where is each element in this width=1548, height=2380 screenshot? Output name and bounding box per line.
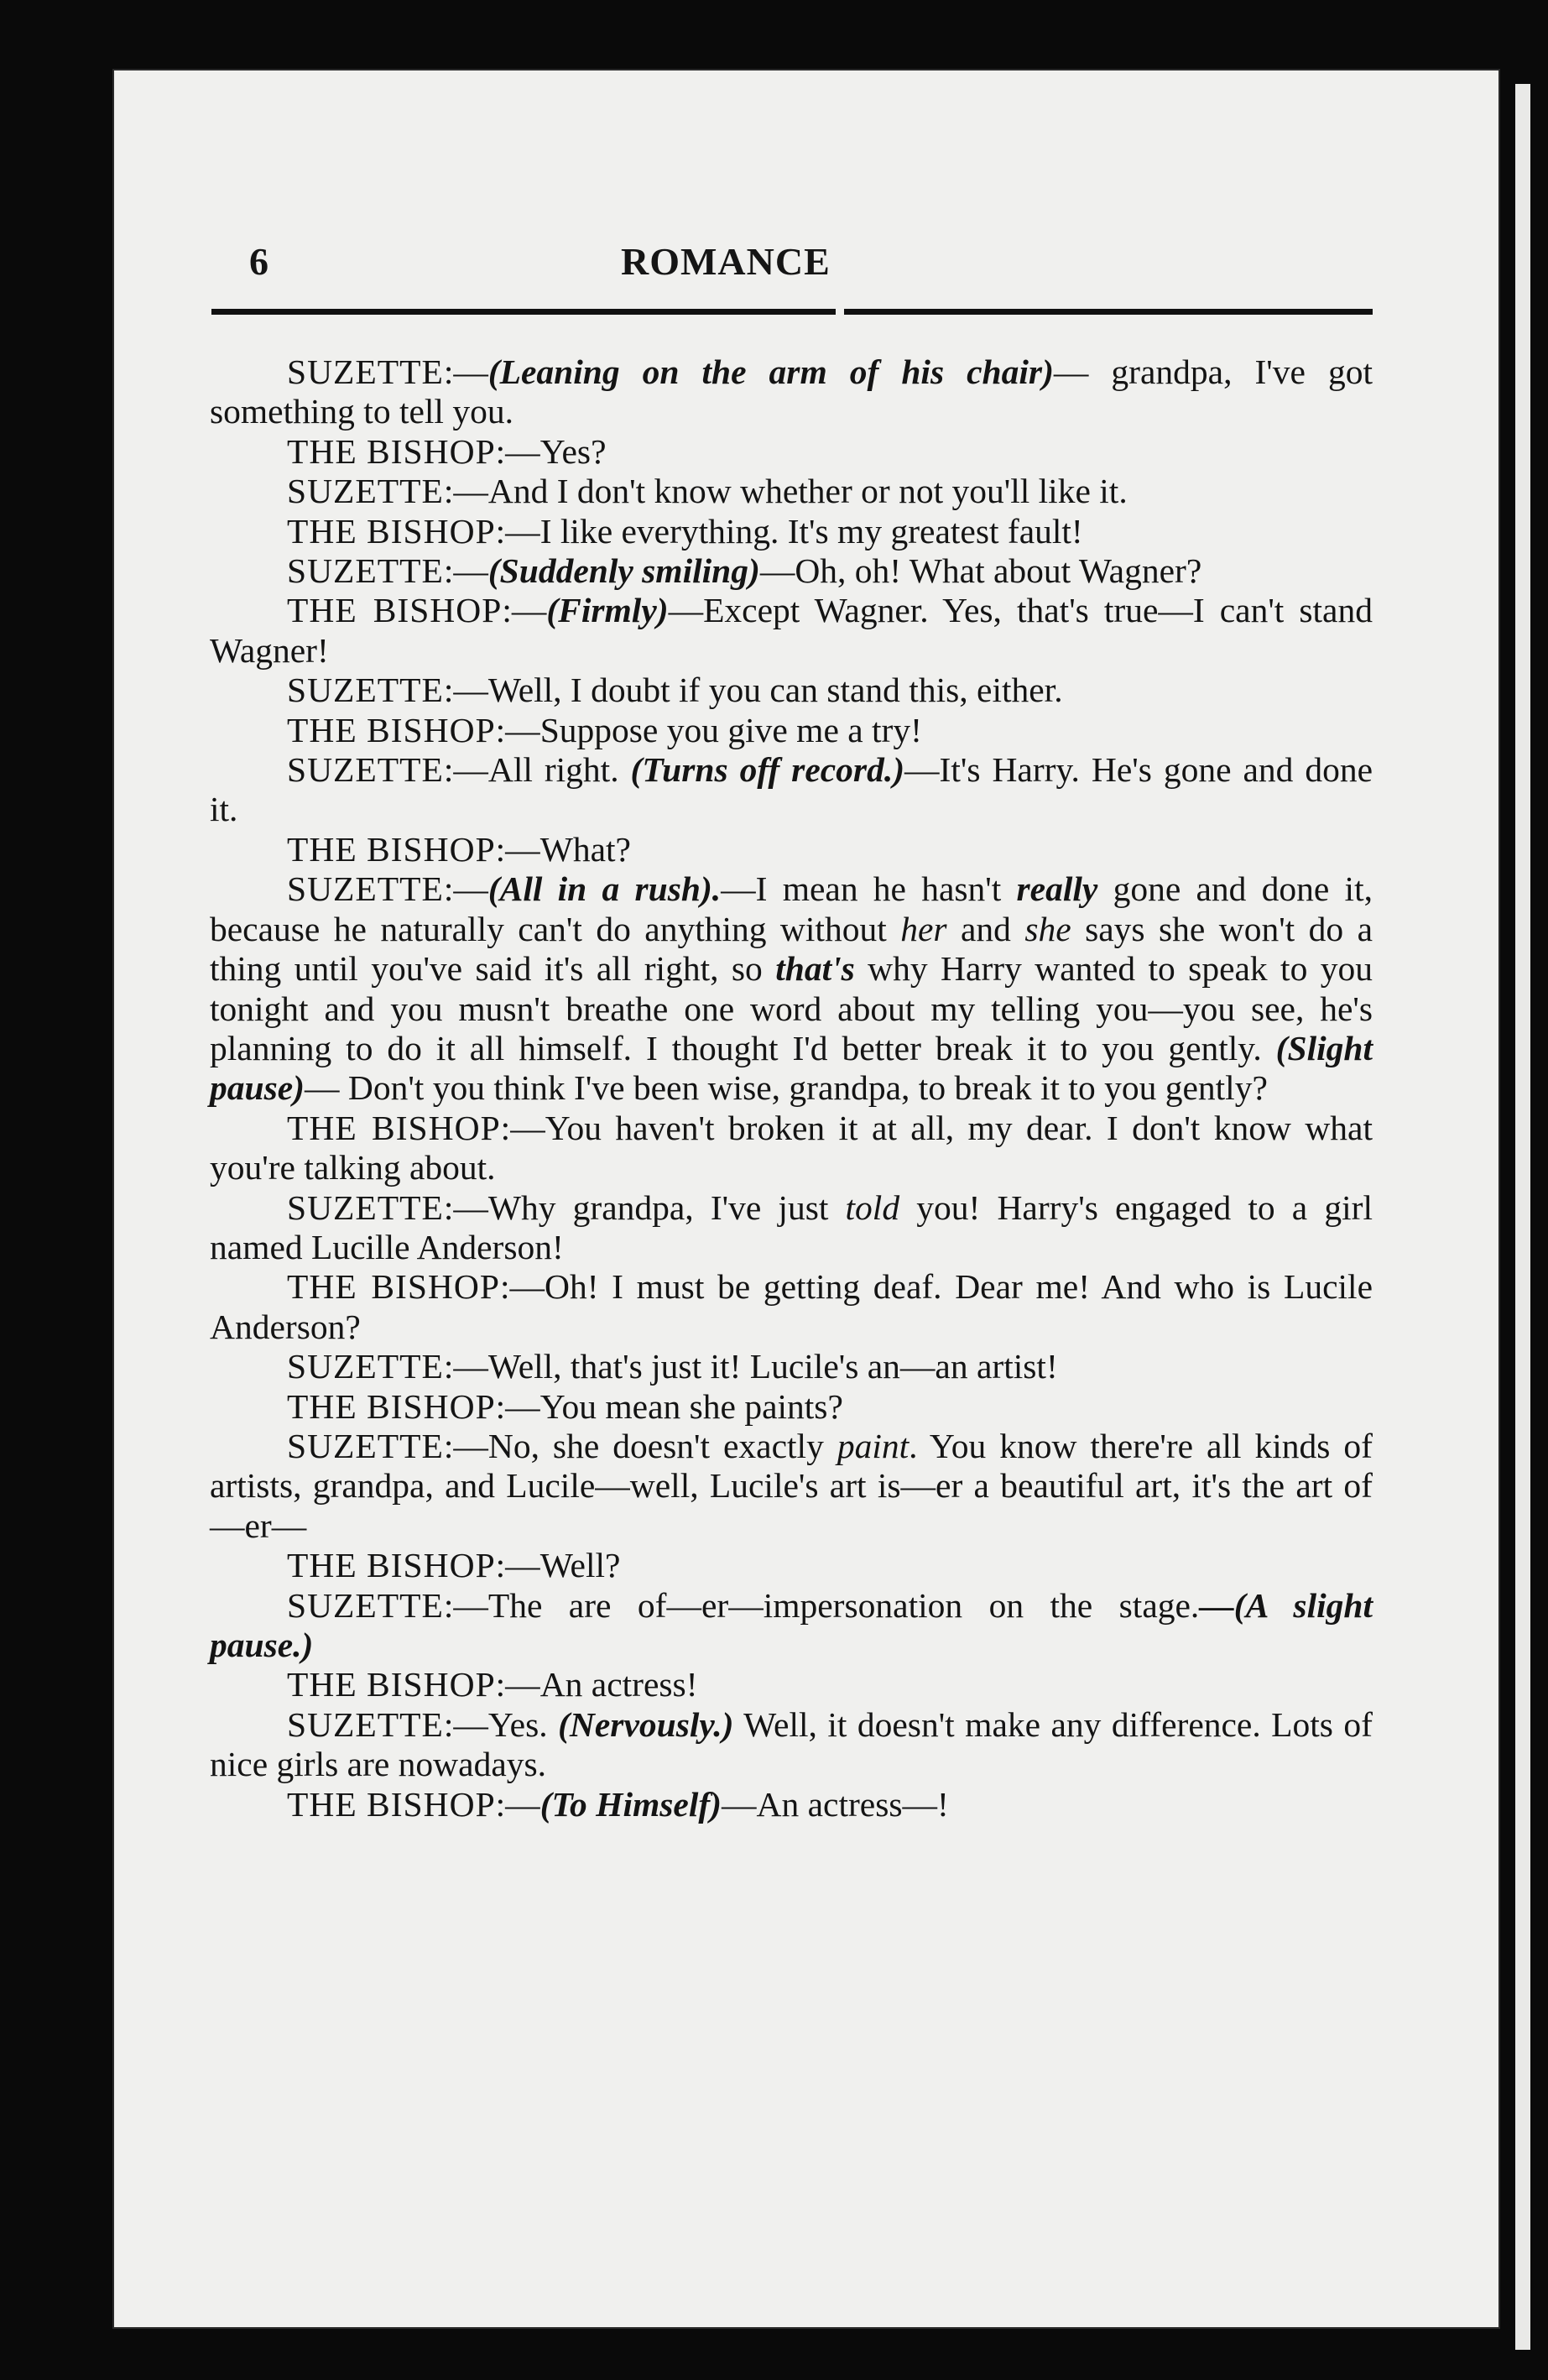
speaker-name: SUZETTE (287, 671, 444, 710)
page-number: 6 (249, 240, 268, 283)
emphasis-text: she (1024, 909, 1071, 948)
dialogue-text: What? (539, 829, 631, 869)
dialogue-line (210, 1109, 1373, 1188)
dialogue-text: . You know there're all kinds of artists, grandpa, and Lucile—well, Lucile's art is—er a beautiful art, it's the art of—er— (210, 1426, 1373, 1545)
dialogue-text: —I mean he hasn't (721, 869, 1017, 909)
speaker-separator: :— (443, 869, 488, 909)
dialogue-line (210, 1387, 1373, 1427)
dialogue-body (210, 352, 1373, 1824)
dialogue-line (210, 1347, 1373, 1386)
emphasis-text: her (900, 909, 947, 948)
dialogue-text: Well, that's just it! Lucile's an—an artist! (487, 1347, 1058, 1386)
dialogue-line (210, 432, 1373, 472)
speaker-separator: :— (443, 1585, 488, 1625)
dialogue-line (210, 551, 1373, 591)
dialogue-text: —Oh, oh! What about Wagner? (759, 551, 1202, 591)
speaker-name: THE BISHOP (287, 431, 496, 471)
speaker-name: THE BISHOP (287, 1267, 500, 1307)
stage-direction: (All in a rush). (487, 869, 722, 909)
speaker-separator: :— (500, 1108, 545, 1147)
dialogue-text: —Except Wagner. Yes, that's true—I can't stand Wagner! (210, 591, 1373, 670)
speaker-separator: :— (443, 750, 488, 790)
dialogue-text: Why grandpa, I've just (487, 1187, 846, 1227)
page-header (0, 239, 1548, 290)
dialogue-line (210, 1427, 1373, 1546)
dialogue-line (210, 1586, 1373, 1666)
header-rule-left (211, 309, 836, 315)
speaker-separator: :— (443, 1704, 488, 1744)
speaker-separator: :— (495, 1665, 540, 1704)
running-title: ROMANCE (621, 240, 831, 283)
dialogue-text: Well, I doubt if you can stand this, either. (487, 671, 1063, 710)
speaker-name: THE BISHOP (287, 591, 503, 630)
dialogue-line (210, 512, 1373, 551)
dialogue-line (210, 1546, 1373, 1585)
dialogue-text: No, she doesn't exactly (487, 1426, 837, 1465)
dialogue-text: gone and done it, because he naturally can't do anything without (210, 869, 1373, 948)
speaker-name: THE BISHOP (287, 1386, 496, 1426)
dialogue-text: — Don't you think I've been wise, grandpa, to break it to you gently? (304, 1068, 1268, 1108)
dialogue-text: Oh! I must be getting deaf. Dear me! And who is Lucile Anderson? (210, 1267, 1373, 1346)
emphasis-text: told (845, 1187, 900, 1227)
speaker-name: SUZETTE (287, 1187, 444, 1227)
dialogue-text: Well? (539, 1546, 621, 1585)
dialogue-line (210, 750, 1373, 830)
dialogue-text: You haven't broken it at all, my dear. I don't know what you're talking about. (210, 1108, 1373, 1187)
speaker-separator: :— (495, 1784, 540, 1824)
dialogue-text: An actress! (539, 1665, 698, 1704)
dialogue-text: Well, it doesn't make any difference. Lots of nice girls are nowadays. (210, 1704, 1373, 1784)
speaker-separator: :— (495, 431, 540, 471)
speaker-separator: :— (443, 352, 488, 391)
speaker-name: THE BISHOP (287, 1546, 496, 1585)
dialogue-line (210, 472, 1373, 511)
dialogue-text: and (946, 909, 1025, 948)
speaker-separator: :— (495, 1386, 540, 1426)
dialogue-line (210, 869, 1373, 1108)
dialogue-text: why Harry wanted to speak to you tonight and you musn't breathe one word about my telling you—you see, he's planning to do it all himself. I thought I'd better break it to you gently. (210, 949, 1373, 1067)
speaker-name: SUZETTE (287, 472, 444, 511)
stage-direction: (Turns off record.) (630, 750, 905, 790)
emphasis-text: paint (837, 1426, 910, 1465)
dialogue-line (210, 1785, 1373, 1824)
speaker-separator: :— (499, 1267, 545, 1307)
dialogue-text: You mean she paints? (539, 1386, 843, 1426)
speaker-separator: :— (443, 1187, 488, 1227)
dialogue-text: I like everything. It's my greatest fault! (539, 511, 1083, 551)
speaker-name: THE BISHOP (287, 829, 496, 869)
header-rule-right (844, 309, 1373, 315)
stage-direction: (Leaning on the arm of his chair) (487, 352, 1054, 391)
dialogue-text: you! Harry's engaged to a girl named Lucille Anderson! (210, 1187, 1373, 1266)
speaker-separator: :— (443, 472, 488, 511)
dialogue-text: — grandpa, I've got something to tell you. (210, 352, 1373, 431)
stage-direction: —(A slight pause.) (210, 1585, 1373, 1664)
stage-direction: that's (775, 949, 855, 989)
speaker-name: SUZETTE (287, 551, 444, 591)
speaker-name: SUZETTE (287, 750, 444, 790)
speaker-separator: :— (495, 710, 540, 749)
speaker-separator: :— (495, 511, 540, 551)
dialogue-line (210, 1665, 1373, 1704)
dialogue-line (210, 591, 1373, 671)
stage-direction: really (1016, 869, 1098, 909)
speaker-name: THE BISHOP (287, 710, 496, 749)
dialogue-line (210, 1705, 1373, 1785)
speaker-separator: :— (443, 671, 488, 710)
dialogue-text: —An actress—! (722, 1784, 949, 1824)
dialogue-text: —It's Harry. He's gone and done it. (210, 750, 1373, 829)
stage-direction: (Firmly) (546, 591, 669, 630)
speaker-separator: :— (502, 591, 547, 630)
speaker-name: THE BISHOP (287, 511, 496, 551)
dialogue-text: And I don't know whether or not you'll like it. (487, 472, 1128, 511)
dialogue-line (210, 711, 1373, 750)
speaker-name: THE BISHOP (287, 1784, 496, 1824)
dialogue-line (210, 1267, 1373, 1347)
dialogue-text: Yes. (487, 1704, 559, 1744)
speaker-name: SUZETTE (287, 352, 444, 391)
speaker-name: SUZETTE (287, 1347, 444, 1386)
speaker-separator: :— (443, 1347, 488, 1386)
stage-direction: (To Himself) (539, 1784, 722, 1824)
next-page-edge (1515, 84, 1530, 2350)
speaker-separator: :— (495, 829, 540, 869)
dialogue-text: All right. (487, 750, 631, 790)
dialogue-text: The are of—er—impersonation on the stage. (487, 1585, 1200, 1625)
dialogue-line (210, 830, 1373, 869)
dialogue-line (210, 352, 1373, 432)
dialogue-text: Suppose you give me a try! (539, 710, 922, 749)
speaker-name: SUZETTE (287, 1704, 444, 1744)
dialogue-text: Yes? (539, 431, 607, 471)
dialogue-text: says she won't do a thing until you've said it's all right, so (210, 909, 1373, 989)
stage-direction: (Nervously.) (558, 1704, 734, 1744)
speaker-name: THE BISHOP (287, 1665, 496, 1704)
speaker-name: SUZETTE (287, 869, 444, 909)
speaker-name: THE BISHOP (287, 1108, 501, 1147)
stage-direction: (Slight pause) (210, 1028, 1373, 1108)
dialogue-line (210, 671, 1373, 710)
speaker-name: SUZETTE (287, 1426, 444, 1465)
speaker-name: SUZETTE (287, 1585, 444, 1625)
stage-direction: (Suddenly smiling) (487, 551, 760, 591)
speaker-separator: :— (443, 551, 488, 591)
speaker-separator: :— (443, 1426, 488, 1465)
dialogue-line (210, 1188, 1373, 1268)
speaker-separator: :— (495, 1546, 540, 1585)
